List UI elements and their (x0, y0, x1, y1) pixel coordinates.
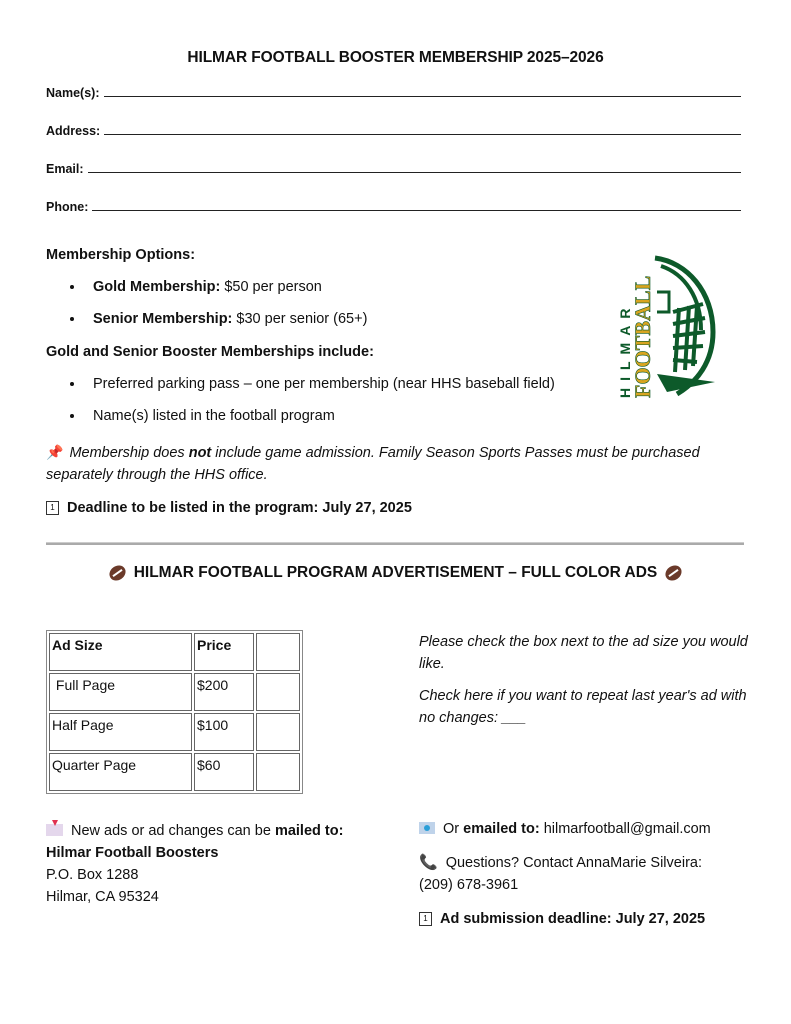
price-cell: $100 (194, 713, 254, 751)
email-icon (419, 822, 435, 834)
questions-line (419, 852, 759, 874)
mail-intro (46, 820, 343, 842)
ad-deadline (419, 908, 759, 930)
mail-org: Hilmar Football Boosters (46, 845, 219, 861)
ad-size-cell: Half Page (49, 713, 192, 751)
email-field[interactable] (46, 162, 741, 176)
calendar-icon: 1 (46, 501, 59, 515)
phone-label: Phone: (46, 200, 89, 214)
name-field[interactable] (46, 86, 741, 100)
repeat-ad-note[interactable]: Check here if you want to repeat last year's ad with no changes: ___ (419, 688, 747, 726)
name-label: Name(s): (46, 86, 100, 100)
membership-options-heading: Membership Options: (46, 247, 196, 263)
ad-deadline-text: Ad submission deadline: July 27, 2025 (440, 911, 706, 927)
table-row (49, 753, 300, 791)
email-bold: emailed to: (463, 821, 540, 837)
phone-field[interactable] (46, 200, 741, 214)
phone-line[interactable] (92, 209, 741, 211)
phone-number[interactable]: (209) 678-3961 (419, 877, 519, 893)
email-pre: Or (443, 821, 464, 837)
quarter-page-checkbox[interactable] (256, 753, 300, 791)
full-page-checkbox[interactable] (256, 673, 300, 711)
header-price: Price (194, 633, 254, 671)
option-detail: $30 per senior (65+) (232, 311, 368, 327)
address-label: Address: (46, 124, 101, 138)
football-icon (106, 562, 128, 583)
table-row (49, 713, 300, 751)
bullet-icon (70, 382, 74, 386)
ad-size-cell: Full Page (49, 673, 192, 711)
bullet-icon (70, 414, 74, 418)
half-page-checkbox[interactable] (256, 713, 300, 751)
include-text: Preferred parking pass – one per membership (near HHS baseball field) (93, 376, 555, 392)
include-item (70, 408, 335, 424)
includes-heading: Gold and Senior Booster Memberships include: (46, 344, 374, 360)
logo-text-hilmar: HILMAR (617, 301, 633, 398)
membership-option (70, 311, 367, 327)
note-text: include game admission. Family Season Sports Passes must be purchased separately through the HHS office. (46, 445, 704, 483)
ad-section-title (0, 564, 791, 582)
email-line[interactable] (88, 171, 741, 173)
bullet-icon (70, 317, 74, 321)
name-line[interactable] (104, 95, 742, 97)
ad-title-text: HILMAR FOOTBALL PROGRAM ADVERTISEMENT – FULL COLOR ADS (133, 564, 658, 581)
note-emphasis: not (188, 445, 212, 461)
pushpin-icon: 📌 (46, 444, 64, 460)
membership-note (46, 441, 746, 486)
address-field[interactable] (46, 124, 741, 138)
membership-deadline (46, 500, 412, 516)
page-title: HILMAR FOOTBALL BOOSTER MEMBERSHIP 2025–2026 (187, 49, 604, 66)
mail-address-line1: P.O. Box 1288 (46, 867, 139, 883)
price-cell: $60 (194, 753, 254, 791)
address-line[interactable] (104, 133, 741, 135)
deadline-text: Deadline to be listed in the program: July 27, 2025 (67, 500, 412, 516)
mail-address-line2: Hilmar, CA 95324 (46, 889, 159, 905)
telephone-icon: 📞 (419, 854, 438, 871)
option-name: Senior Membership: (93, 311, 233, 327)
bullet-icon (70, 285, 74, 289)
contact-info (419, 818, 759, 930)
ad-size-cell: Quarter Page (49, 753, 192, 791)
option-detail: $50 per person (220, 279, 322, 295)
hilmar-football-logo (617, 252, 721, 400)
price-cell: $200 (194, 673, 254, 711)
envelope-download-icon (46, 824, 63, 836)
helmet-facemask-icon (655, 258, 715, 394)
include-text: Name(s) listed in the football program (93, 408, 335, 424)
calendar-icon: 1 (419, 912, 432, 926)
football-icon (663, 562, 685, 583)
ad-instruction: Please check the box next to the ad size you would like. (419, 634, 748, 672)
header-ad-size: Ad Size (49, 633, 192, 671)
email-address-link[interactable]: hilmarfootball@gmail.com (539, 821, 711, 837)
header-check (256, 633, 300, 671)
include-item (70, 376, 555, 392)
ad-size-table (46, 630, 303, 794)
option-name: Gold Membership: (93, 279, 221, 295)
email-line (419, 818, 759, 840)
mail-intro-bold: mailed to: (274, 823, 344, 839)
section-divider (46, 542, 744, 545)
note-text: Membership does (69, 445, 189, 461)
table-row (49, 673, 300, 711)
email-label: Email: (46, 162, 84, 176)
mail-intro-text: New ads or ad changes can be (71, 823, 275, 839)
table-header-row (49, 633, 300, 671)
membership-option (70, 279, 322, 295)
questions-text: Questions? Contact AnnaMarie Silveira: (445, 855, 702, 871)
logo-text-football: FOOTBALL (630, 275, 655, 398)
mail-info (46, 820, 343, 908)
